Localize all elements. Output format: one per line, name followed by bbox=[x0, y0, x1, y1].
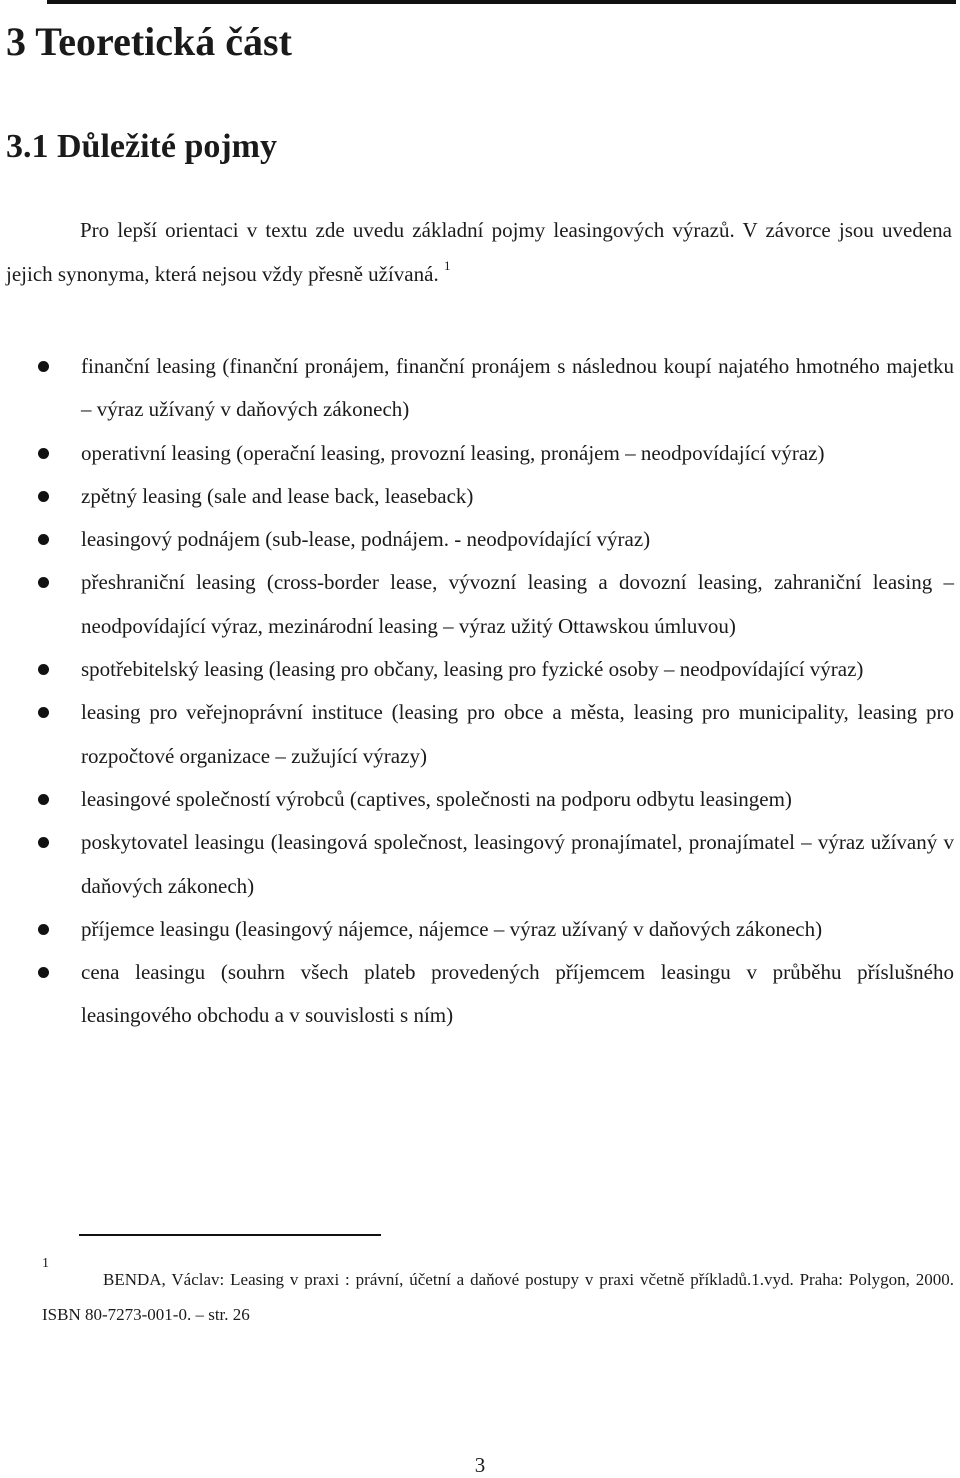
list-item-text: cena leasingu (souhrn všech plateb provedených příjemcem leasingu v průběhu příslušného leasingového obchodu a v souvislosti s ním) bbox=[81, 960, 954, 1028]
list-item bbox=[0, 778, 954, 821]
intro-paragraph bbox=[6, 208, 952, 296]
list-item-text: poskytovatel leasingu (leasingová společnost, leasingový pronajímatel, pronajímatel – výraz užívaný v daňových zákonech) bbox=[81, 830, 954, 898]
intro-text: Pro lepší orientaci v textu zde uvedu základní pojmy leasingových výrazů. V závorce jsou uvedena jejich synonyma, která nejsou vždy přesně užívaná. bbox=[6, 218, 952, 286]
list-item bbox=[0, 908, 954, 951]
list-item bbox=[0, 648, 954, 691]
top-rule bbox=[47, 0, 956, 4]
chapter-heading: 3 Teoretická část bbox=[6, 19, 292, 64]
bullet-icon bbox=[38, 664, 49, 675]
bullet-icon bbox=[38, 794, 49, 805]
terms-list bbox=[0, 345, 954, 1038]
list-item bbox=[0, 951, 954, 1038]
footnote-divider bbox=[79, 1234, 381, 1236]
footnote-text: BENDA, Václav: Leasing v praxi : právní, účetní a daňové postupy v praxi včetně příkladů.1.vyd. Praha: Polygon, 2000. ISBN 80-7273-001-0. – str. 26 bbox=[42, 1270, 954, 1324]
list-item-text: leasingové společností výrobců (captives, společnosti na podporu odbytu leasingem) bbox=[81, 786, 792, 811]
section-heading: 3.1 Důležité pojmy bbox=[6, 128, 278, 165]
bullet-icon bbox=[38, 361, 49, 372]
bullet-icon bbox=[38, 924, 49, 935]
list-item bbox=[0, 518, 954, 561]
list-item bbox=[0, 561, 954, 648]
bullet-icon bbox=[38, 448, 49, 459]
list-item-text: příjemce leasingu (leasingový nájemce, nájemce – výraz užívaný v daňových zákonech) bbox=[81, 916, 823, 941]
footnote-reference: 1 bbox=[443, 258, 451, 273]
list-item bbox=[0, 821, 954, 908]
list-item-text: operativní leasing (operační leasing, provozní leasing, pronájem – neodpovídající výraz) bbox=[81, 440, 825, 465]
bullet-icon bbox=[38, 491, 49, 502]
footnote bbox=[42, 1256, 954, 1332]
list-item bbox=[0, 691, 954, 778]
list-item bbox=[0, 432, 954, 475]
bullet-icon bbox=[38, 967, 49, 978]
list-item-text: leasing pro veřejnoprávní instituce (leasing pro obce a města, leasing pro municipality, leasing pro rozpočtové organizace – zužující výrazy) bbox=[81, 700, 954, 768]
list-item-text: zpětný leasing (sale and lease back, leaseback) bbox=[81, 483, 474, 508]
bullet-icon bbox=[38, 707, 49, 718]
bullet-icon bbox=[38, 837, 49, 848]
bullet-icon bbox=[38, 534, 49, 545]
list-item-text: přeshraniční leasing (cross-border lease, vývozní leasing a dovozní leasing, zahraniční leasing – neodpovídající výraz, mezinárodní leasing – výraz užitý Ottawskou úmluvou) bbox=[81, 570, 954, 638]
list-item-text: spotřebitelský leasing (leasing pro občany, leasing pro fyzické osoby – neodpovídající výraz) bbox=[81, 657, 864, 682]
list-item bbox=[0, 475, 954, 518]
page-number: 3 bbox=[474, 1453, 486, 1477]
bullet-icon bbox=[38, 577, 49, 588]
footnote-number: 1 bbox=[42, 1256, 49, 1271]
list-item-text: leasingový podnájem (sub-lease, podnájem. - neodpovídající výraz) bbox=[81, 527, 651, 552]
list-item-text: finanční leasing (finanční pronájem, finanční pronájem s následnou koupí najatého hmotného majetku – výraz užívaný v daňových zákonech) bbox=[81, 354, 954, 422]
list-item bbox=[0, 345, 954, 432]
